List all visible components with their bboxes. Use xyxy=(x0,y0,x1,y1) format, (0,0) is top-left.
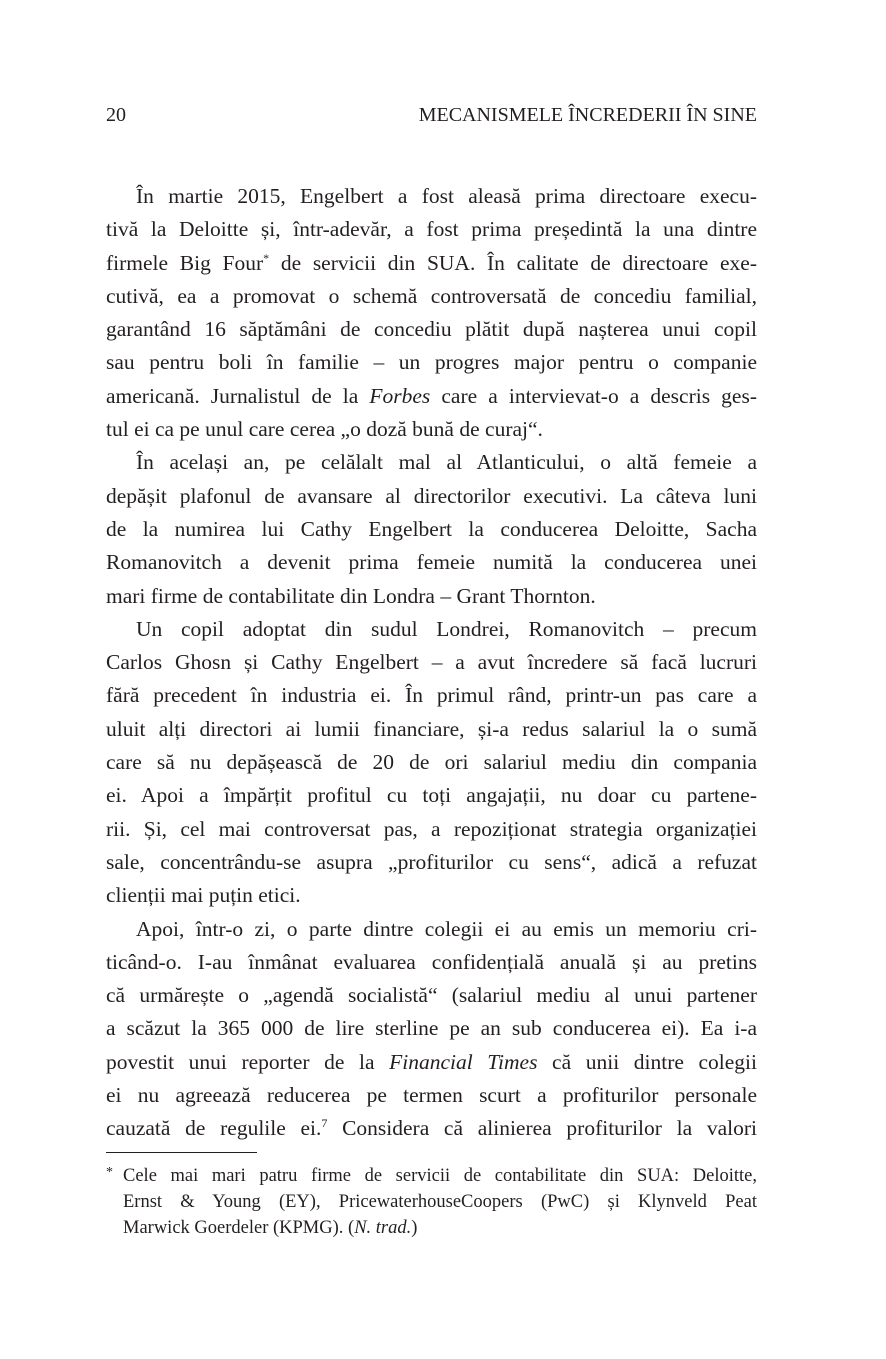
text-run: sale, concentrându-se asupra „profiturilor cu sens“, adică a refuzat xyxy=(106,849,757,874)
paragraph xyxy=(106,913,757,1146)
text-line xyxy=(106,1079,757,1112)
text-line xyxy=(106,913,757,946)
footnote-line xyxy=(106,1215,757,1241)
text-run: cutivă, ea a promovat o schemă controversată de concediu familial, xyxy=(106,283,757,308)
text-run: povestit unui reporter de la xyxy=(106,1049,390,1074)
text-line xyxy=(106,413,757,446)
text-line xyxy=(106,979,757,1012)
text-run: cauzată de regulile ei. xyxy=(106,1116,322,1141)
text-line xyxy=(106,846,757,879)
footnote-line xyxy=(106,1163,757,1189)
text-run: ei. Apoi a împărțit profitul cu toți angajații, nu doar cu partene- xyxy=(106,783,757,808)
paragraph xyxy=(106,613,757,913)
text-run: Apoi, într-o zi, o parte dintre colegii ei au emis un memoriu cri- xyxy=(136,916,757,941)
text-line xyxy=(106,180,757,213)
text-line xyxy=(106,546,757,579)
text-run: sau pentru boli în familie – un progres major pentru o companie xyxy=(106,350,757,375)
text-line xyxy=(106,946,757,979)
footnote-marker: * xyxy=(106,1165,113,1180)
text-line xyxy=(106,247,757,280)
text-run: uluit alți directori ai lumii financiare, și-a redus salariul la o sumă xyxy=(106,716,757,741)
running-header xyxy=(106,104,757,127)
text-run: Romanovitch a devenit prima femeie numită la conducerea unei xyxy=(106,550,757,575)
text-run: tul ei ca pe unul care cerea „o doză bună de curaj“. xyxy=(106,417,543,442)
text-run: că unii dintre colegii xyxy=(537,1049,758,1074)
text-run: Carlos Ghosn și Cathy Engelbert – a avut încredere să facă lucruri xyxy=(106,650,757,675)
text-run: că urmărește o „agendă socialistă“ (salariul mediu al unui partener xyxy=(106,983,757,1008)
text-line xyxy=(106,779,757,812)
text-run: Marwick Goerdeler (KPMG). ( xyxy=(123,1218,355,1238)
italic-text: N. trad. xyxy=(354,1218,412,1238)
text-run: clienții mai puțin etici. xyxy=(106,883,301,908)
text-line xyxy=(106,746,757,779)
body-text xyxy=(106,180,757,1146)
text-line xyxy=(106,879,757,912)
text-line xyxy=(106,346,757,379)
footnote-reference: * xyxy=(263,250,270,265)
text-run: Cele mai mari patru firme de servicii de contabilitate din SUA: Deloitte, xyxy=(123,1166,757,1186)
text-run: În același an, pe celălalt mal al Atlanticului, o altă femeie a xyxy=(136,450,757,475)
text-run: depășit plafonul de avansare al directorilor executivi. La câteva luni xyxy=(106,483,757,508)
italic-text: Financial Times xyxy=(389,1049,538,1074)
text-run: ticând-o. I-au înmânat evaluarea confidențială anuală și au pretins xyxy=(106,949,757,974)
footnote-line xyxy=(106,1189,757,1215)
text-run: ei nu agreează reducerea pe termen scurt a profiturilor personale xyxy=(106,1083,757,1108)
page-number: 20 xyxy=(106,104,126,126)
text-run: În martie 2015, Engelbert a fost aleasă prima directoare execu- xyxy=(136,184,757,208)
footnote xyxy=(106,1163,757,1241)
text-line xyxy=(106,1046,757,1079)
running-title: MECANISMELE ÎNCREDERII ÎN SINE xyxy=(418,104,757,126)
text-run: de la numirea lui Cathy Engelbert la conducerea Deloitte, Sacha xyxy=(106,516,757,541)
text-run: Ernst & Young (EY), PricewaterhouseCoopers (PwC) și Klynveld Peat xyxy=(123,1192,757,1212)
text-run: mari firme de contabilitate din Londra – Grant Thornton. xyxy=(106,583,596,608)
text-run: de servicii din SUA. În calitate de directoare exe- xyxy=(269,250,757,275)
text-run: Un copil adoptat din sudul Londrei, Romanovitch – precum xyxy=(136,616,757,641)
text-line xyxy=(106,813,757,846)
text-run: care să nu depășească de 20 de ori salariul mediu din compania xyxy=(106,750,757,775)
text-run: Considera că alinierea profiturilor la valori xyxy=(327,1116,757,1141)
paragraph xyxy=(106,180,757,446)
text-line xyxy=(106,1112,757,1145)
text-line xyxy=(106,713,757,746)
text-run: firmele Big Four xyxy=(106,250,264,275)
text-line xyxy=(106,613,757,646)
text-run: ) xyxy=(411,1218,418,1238)
text-run: tivă la Deloitte și, într-adevăr, a fost prima președintă la una dintre xyxy=(106,217,757,242)
text-run: care a intervievat-o a descris ges- xyxy=(430,383,757,408)
text-run: a scăzut la 365 000 de lire sterline pe an sub conducerea ei). Ea i-a xyxy=(106,1016,757,1041)
text-run: rii. Și, cel mai controversat pas, a repoziționat strategia organizației xyxy=(106,816,757,841)
text-line xyxy=(106,446,757,479)
text-line xyxy=(106,480,757,513)
italic-text: Forbes xyxy=(369,383,431,408)
text-line xyxy=(106,513,757,546)
text-line xyxy=(106,646,757,679)
text-line xyxy=(106,280,757,313)
text-run: garantând 16 săptămâni de concediu plătit după nașterea unui copil xyxy=(106,317,757,342)
text-line xyxy=(106,1012,757,1045)
paragraph xyxy=(106,446,757,612)
text-line xyxy=(106,580,757,613)
text-line xyxy=(106,313,757,346)
text-line xyxy=(106,213,757,246)
text-run: americană. Jurnalistul de la xyxy=(106,383,370,408)
text-run: fără precedent în industria ei. În primul rând, printr-un pas care a xyxy=(106,683,757,708)
footnote-reference: 7 xyxy=(321,1116,328,1131)
text-line xyxy=(106,679,757,712)
text-line xyxy=(106,380,757,413)
footnote-rule xyxy=(106,1152,257,1153)
